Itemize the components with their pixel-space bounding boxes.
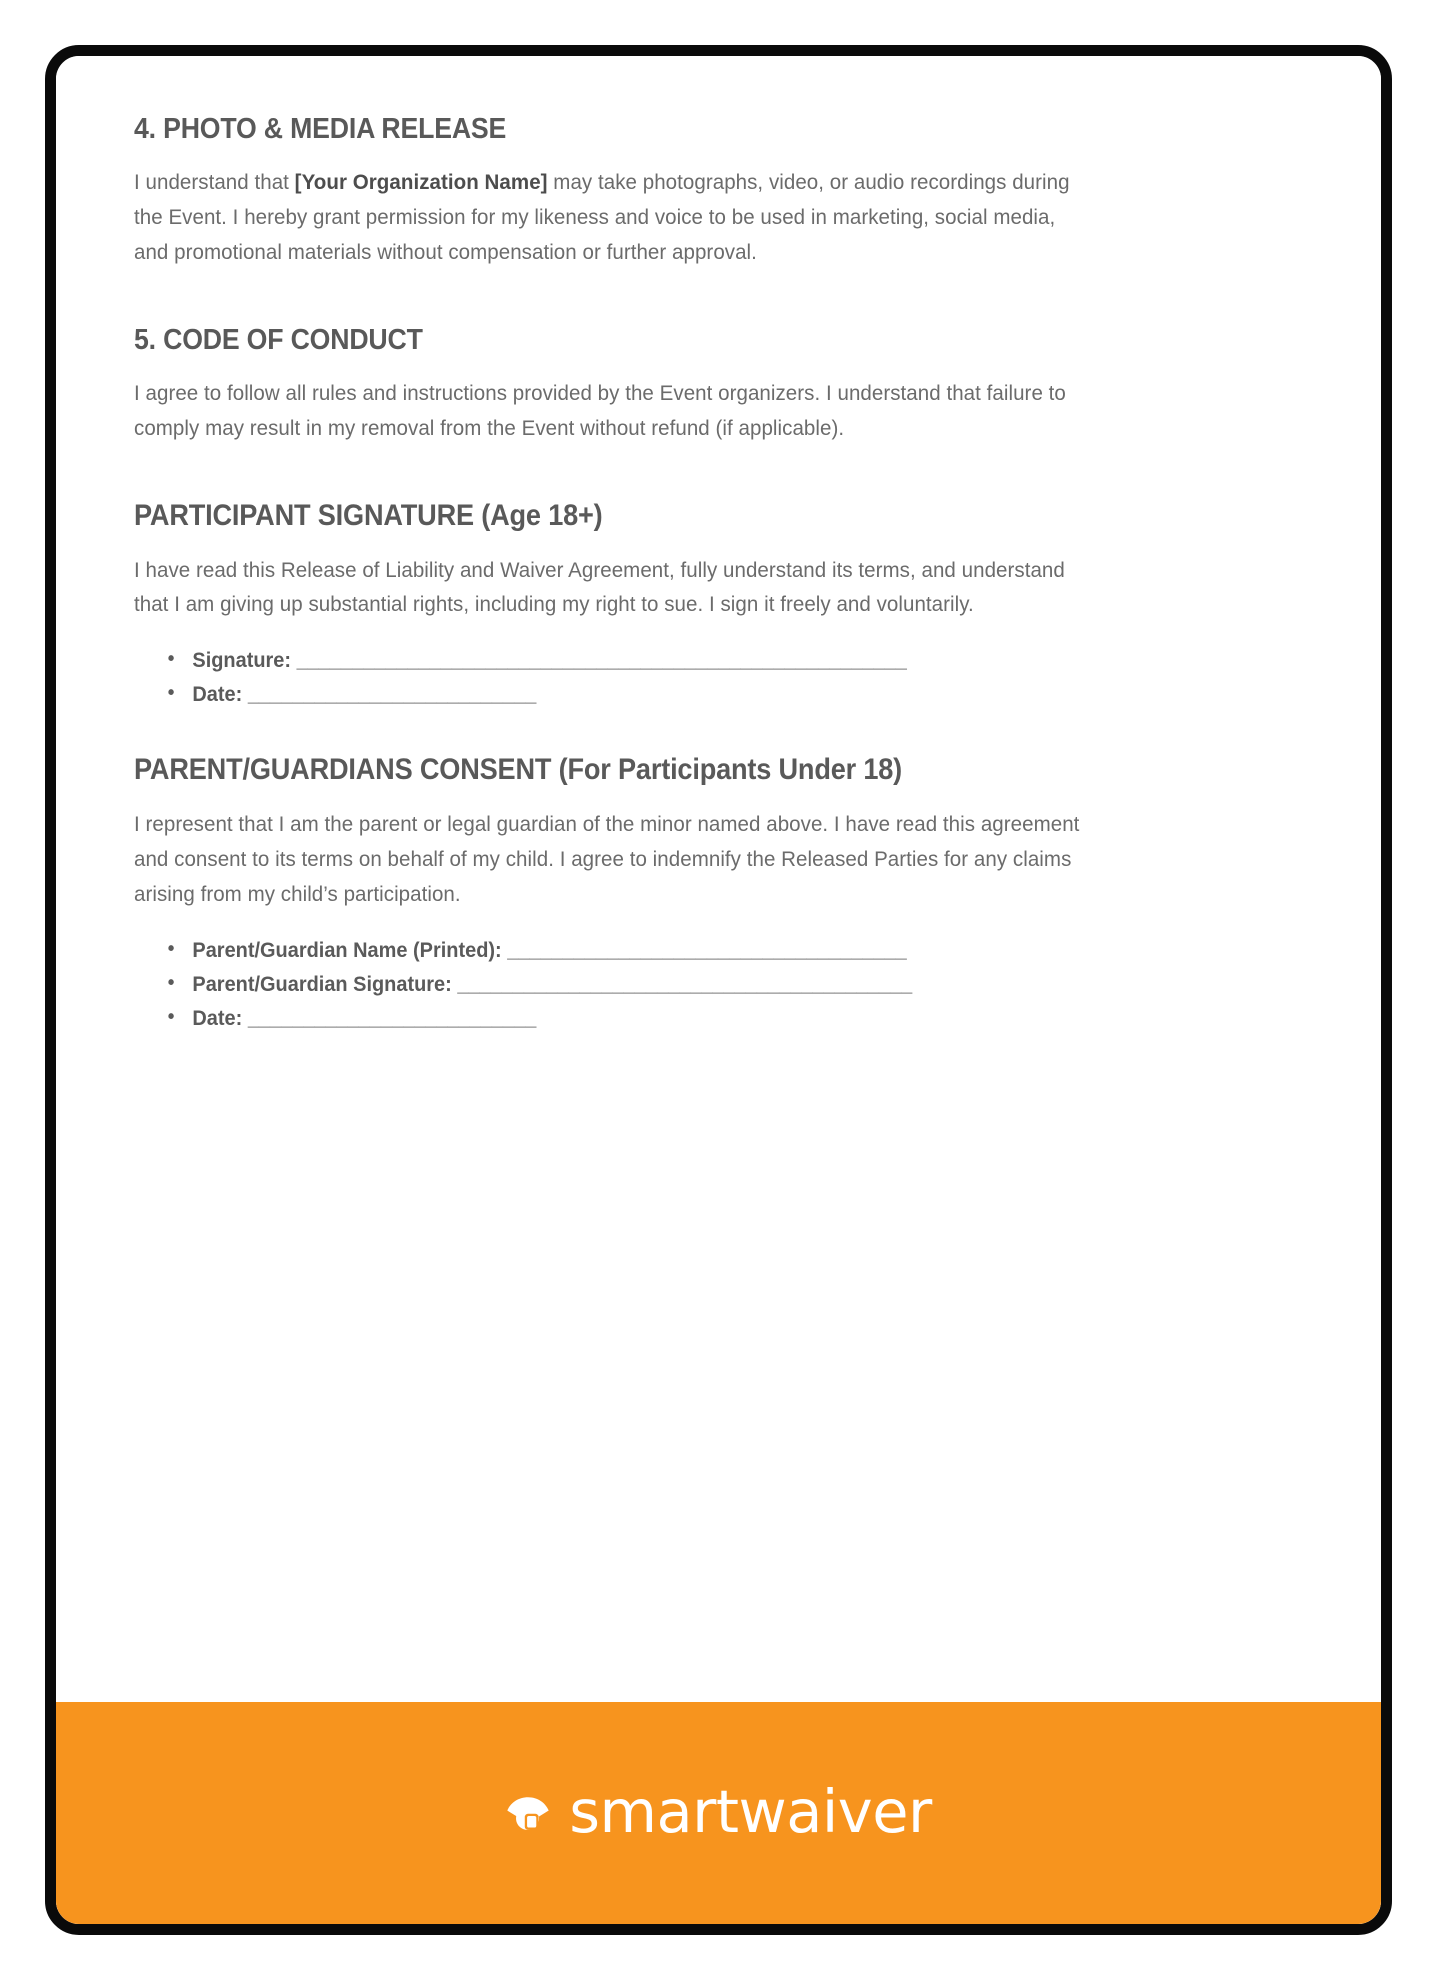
participant-signature-fields (134, 644, 1303, 712)
field-fill-line-date[interactable]: __________________________ (247, 683, 537, 707)
field-signature[interactable] (162, 644, 1246, 678)
section-spacer (134, 446, 1303, 498)
footer-brand-bar (56, 1702, 1381, 1924)
heading-participant-signature: PARTICIPANT SIGNATURE (Age 18+) (134, 498, 603, 532)
organization-name-placeholder: [Your Organization Name] (294, 170, 548, 195)
field-label-parent-guardian-date: Date: (192, 1006, 243, 1030)
paragraph-code-of-conduct: I agree to follow all rules and instructions provided by the Event organizers. I understand that failure to comply may result in my removal from the Event without refund (if applicable). (134, 380, 1066, 440)
heading-photo-media-release: 4. PHOTO & MEDIA RELEASE (134, 113, 507, 145)
smartwaiver-logo (505, 1776, 932, 1846)
field-fill-line-parent-guardian-signature[interactable]: _________________________________________ (457, 972, 913, 996)
field-label-parent-guardian-name: Parent/Guardian Name (Printed): (192, 938, 502, 962)
field-fill-line-parent-guardian-name[interactable]: ____________________________________ (507, 938, 907, 962)
parent-guardian-fields (134, 934, 1303, 1036)
smartwaiver-wordmark: smartwaiver (569, 1776, 932, 1846)
document-page-frame (45, 45, 1392, 1935)
section-participant-signature (134, 498, 1303, 713)
field-fill-line-parent-guardian-date[interactable]: __________________________ (247, 1006, 537, 1030)
smartwaiver-fan-icon (505, 1788, 551, 1834)
field-parent-guardian-date[interactable] (162, 1002, 1246, 1036)
document-content (56, 56, 1381, 1036)
paragraph-parent-guardian-consent: I represent that I am the parent or legal guardian of the minor named above. I have read this agreement and consent to its terms on behalf of my child. I agree to indemnify the Released Parties for any claims arising from my child’s participation. (134, 812, 1080, 906)
paragraph-rest-text: may take photographs, video, or audio recordings during the Event. I hereby grant permission for my likeness and voice to be used in marketing, social media, and promotional materials without compensation or further approval. (134, 170, 1070, 264)
field-parent-guardian-name[interactable] (162, 934, 1246, 968)
section-code-of-conduct (134, 322, 1303, 446)
paragraph-lead-text: I understand that (134, 170, 295, 195)
paragraph-participant-signature: I have read this Release of Liability and Waiver Agreement, fully understand its terms, and understand that I am giving up substantial rights, including my right to sue. I sign it freely and voluntarily. (134, 557, 1065, 617)
field-parent-guardian-signature[interactable] (162, 968, 1246, 1002)
section-spacer (134, 712, 1303, 752)
section-photo-media-release (134, 111, 1303, 270)
section-parent-guardian-consent (134, 752, 1303, 1035)
section-spacer (134, 270, 1303, 322)
paragraph-photo-media-release (134, 165, 1089, 269)
field-label-date: Date: (192, 683, 243, 707)
heading-parent-guardian-consent: PARENT/GUARDIANS CONSENT (For Participants Under 18) (134, 753, 903, 787)
heading-code-of-conduct: 5. CODE OF CONDUCT (134, 323, 423, 356)
document-page (56, 56, 1381, 1924)
field-date[interactable] (162, 678, 1246, 712)
field-fill-line-signature[interactable]: _______________________________________________________ (296, 649, 907, 673)
field-label-parent-guardian-signature: Parent/Guardian Signature: (192, 972, 452, 996)
field-label-signature: Signature: (192, 649, 292, 673)
